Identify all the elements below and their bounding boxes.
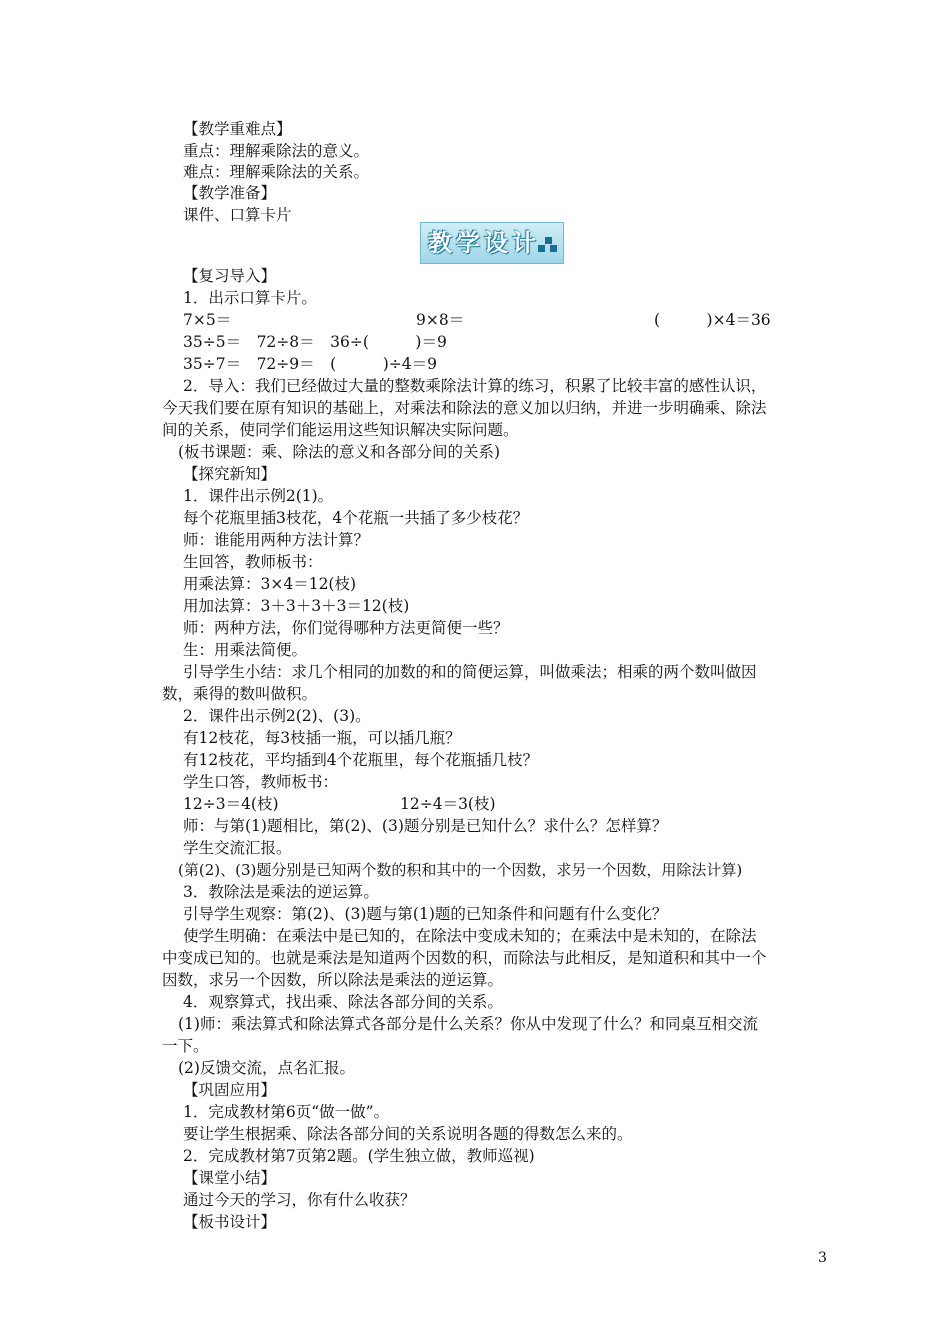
math-expr: 12÷4＝3(枝) bbox=[400, 795, 496, 813]
text-line: 2．完成教材第7页第2题。(学生独立做，教师巡视) bbox=[183, 1147, 535, 1165]
text-line: 学生口答，教师板书： bbox=[183, 773, 339, 791]
text-line: 2．导入：我们已经做过大量的整数乘除法计算的练习，积累了比较丰富的感性认识， bbox=[183, 377, 767, 395]
text-line: 师：谁能用两种方法计算？ bbox=[183, 531, 370, 549]
text-line: 1．课件出示例2(1)。 bbox=[183, 487, 334, 505]
banner-char: 教 bbox=[428, 229, 452, 257]
text-line: 通过今天的学习，你有什么收获？ bbox=[183, 1191, 416, 1209]
math-expr: 35÷5＝ 72÷8＝ 36÷( )＝9 bbox=[183, 333, 447, 351]
text-line: (2)反馈交流，点名汇报。 bbox=[178, 1059, 355, 1077]
text-line: 有12枝花，平均插到4个花瓶里，每个花瓶插几枝？ bbox=[183, 751, 539, 769]
text-line: 引导学生小结：求几个相同的加数的和的简便运算，叫做乘法；相乘的两个数叫做因 bbox=[183, 663, 757, 681]
math-expr: ( )×4＝36 bbox=[654, 311, 771, 329]
section-heading: 【巩固应用】 bbox=[183, 1081, 277, 1099]
math-expr: 35÷7＝ 72÷9＝ ( )÷4＝9 bbox=[183, 355, 437, 373]
math-expr: 7×5＝ bbox=[183, 311, 232, 329]
teaching-design-banner bbox=[420, 222, 564, 264]
text-line: 要让学生根据乘、除法各部分间的关系说明各题的得数怎么来的。 bbox=[183, 1125, 633, 1143]
text-line: 重点：理解乘除法的意义。 bbox=[183, 142, 370, 160]
section-heading: 【探究新知】 bbox=[183, 465, 277, 483]
text-line: 3．教除法是乘法的逆运算。 bbox=[183, 883, 379, 901]
text-line: 生回答，教师板书： bbox=[183, 553, 323, 571]
text-line: 1．出示口算卡片。 bbox=[183, 289, 317, 307]
text-line: 用乘法算：3×4＝12(枝) bbox=[183, 575, 357, 593]
text-line: 生：用乘法简便。 bbox=[183, 641, 308, 659]
section-heading: 【板书设计】 bbox=[183, 1213, 277, 1231]
text-line: 今天我们要在原有知识的基础上，对乘法和除法的意义加以归纳，并进一步明确乘、除法 bbox=[162, 399, 767, 417]
banner-char: 设 bbox=[484, 229, 508, 257]
text-line: 2．课件出示例2(2)、(3)。 bbox=[183, 707, 371, 725]
text-line: 数，乘得的数叫做积。 bbox=[162, 685, 318, 703]
math-expr: 9×8＝ bbox=[416, 311, 465, 329]
text-line: 有12枝花，每3枝插一瓶，可以插几瓶？ bbox=[183, 729, 461, 747]
text-line: 每个花瓶里插3枝花，4个花瓶一共插了多少枝花？ bbox=[183, 509, 529, 527]
banner-char: 计 bbox=[512, 229, 536, 257]
text-line: 因数，求另一个因数，所以除法是乘法的逆运算。 bbox=[162, 971, 504, 989]
text-line: 一下。 bbox=[162, 1037, 209, 1055]
text-line: (1)师：乘法算式和除法算式各部分是什么关系？你从中发现了什么？和同桌互相交流 bbox=[178, 1015, 758, 1033]
math-expr: 12÷3＝4(枝) bbox=[183, 795, 279, 813]
text-line: 用加法算：3＋3＋3＋3＝12(枝) bbox=[183, 597, 410, 615]
section-heading: 【复习导入】 bbox=[183, 267, 277, 285]
banner-char: 学 bbox=[456, 229, 480, 257]
text-line: (第(2)、(3)题分别是已知两个数的积和其中的一个因数，求另一个因数，用除法计算) bbox=[178, 861, 743, 879]
section-heading: 【教学准备】 bbox=[183, 184, 277, 202]
text-line: 课件、口算卡片 bbox=[183, 206, 292, 224]
text-line: 间的关系，使同学们能运用这些知识解决实际问题。 bbox=[162, 421, 519, 439]
text-line: 师：与第(1)题相比，第(2)、(3)题分别是已知什么？求什么？怎样算？ bbox=[183, 817, 668, 835]
text-line: 使学生明确：在乘法中是已知的，在除法中变成未知的；在乘法中是未知的，在除法 bbox=[183, 927, 757, 945]
text-line: (板书课题：乘、除法的意义和各部分间的关系) bbox=[178, 443, 501, 461]
blocks-icon bbox=[538, 237, 558, 257]
text-line: 中变成已知的。也就是乘法是知道两个因数的积，而除法与此相反，是知道积和其中一个 bbox=[162, 949, 767, 967]
text-line: 引导学生观察：第(2)、(3)题与第(1)题的已知条件和问题有什么变化？ bbox=[183, 905, 668, 923]
section-heading: 【教学重难点】 bbox=[183, 120, 292, 138]
page-number: 3 bbox=[818, 1250, 827, 1266]
text-line: 师：两种方法，你们觉得哪种方法更简便一些？ bbox=[183, 619, 509, 637]
section-heading: 【课堂小结】 bbox=[183, 1169, 277, 1187]
text-line: 学生交流汇报。 bbox=[183, 839, 292, 857]
text-line: 4．观察算式，找出乘、除法各部分间的关系。 bbox=[183, 993, 503, 1011]
text-line: 1．完成教材第6页“做一做”。 bbox=[183, 1103, 390, 1121]
text-line: 难点：理解乘除法的关系。 bbox=[183, 163, 370, 181]
